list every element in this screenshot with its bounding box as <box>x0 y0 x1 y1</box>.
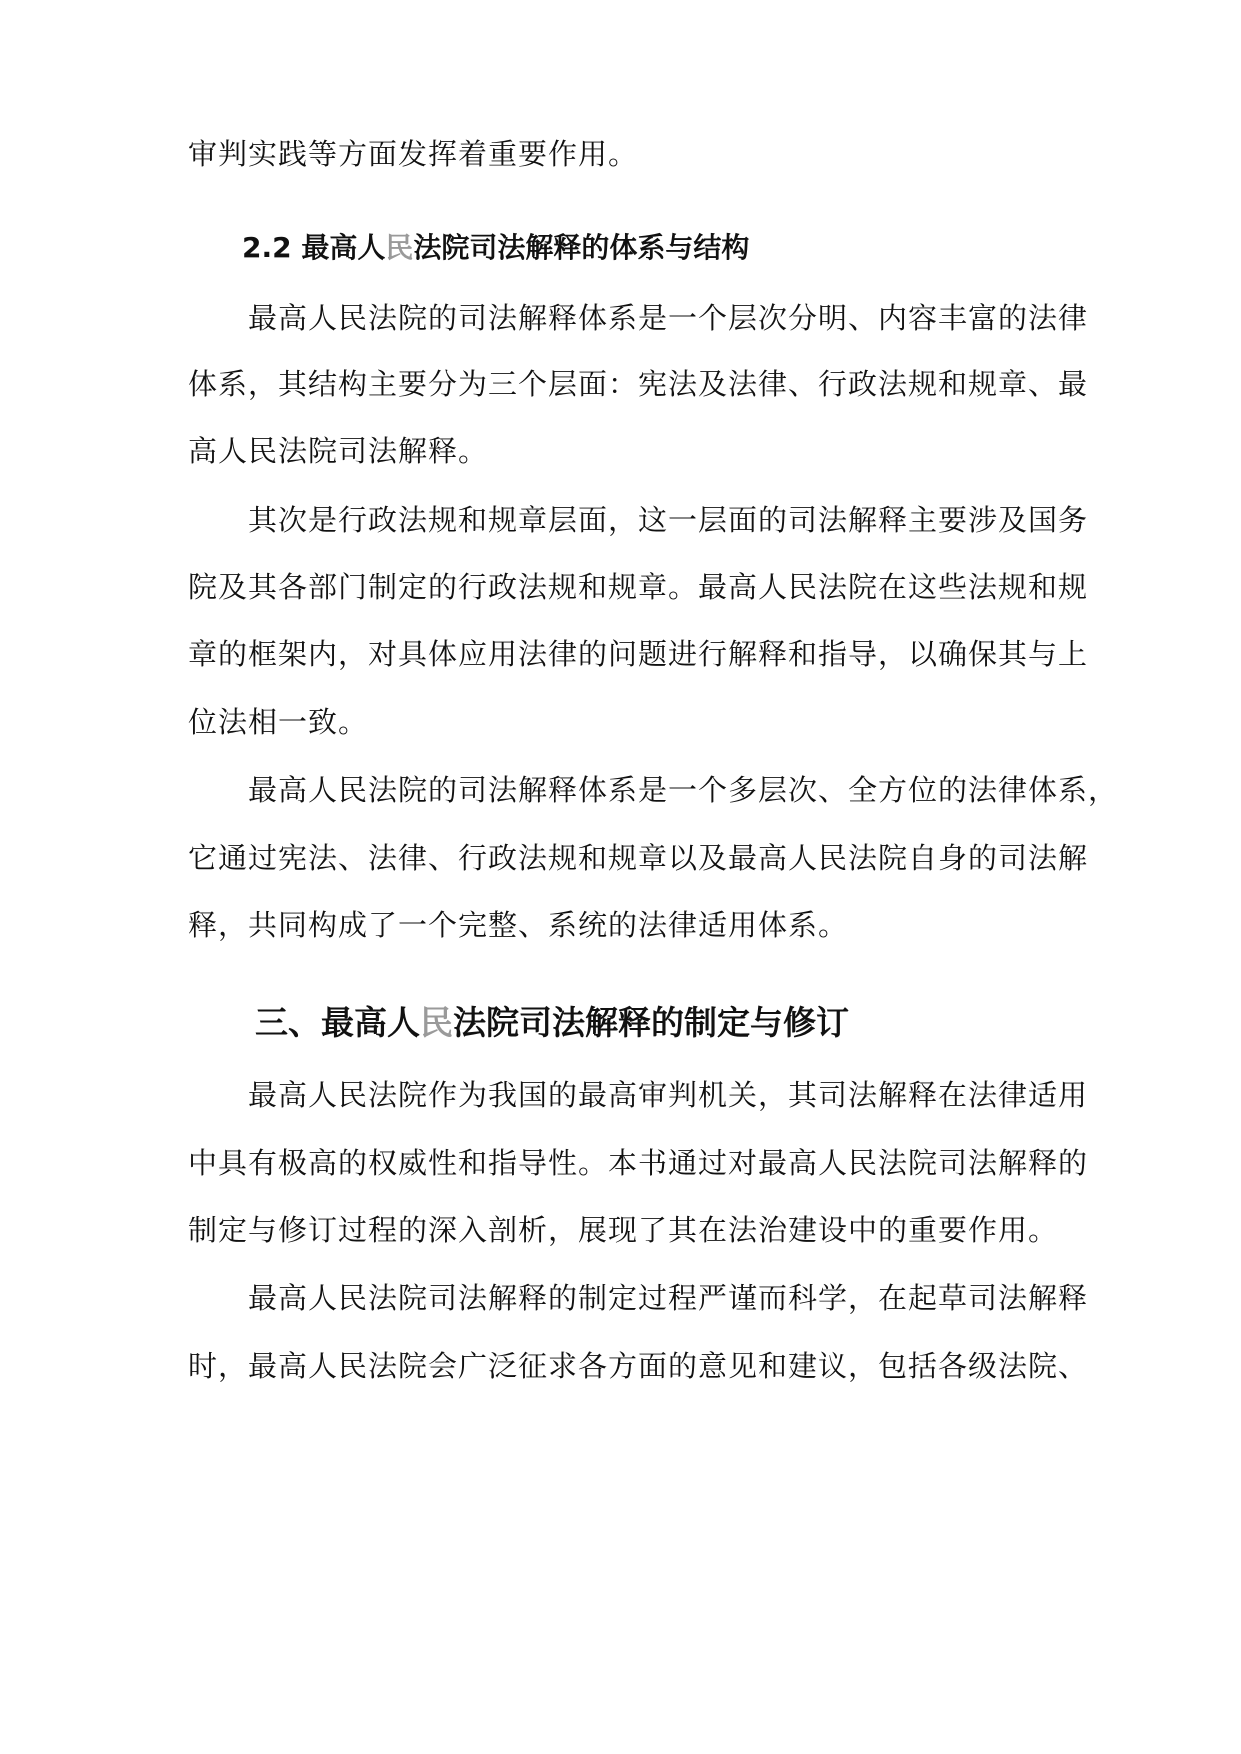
heading-text: 2.2 最高人 <box>242 231 386 264</box>
paragraph-line: 最高人民法院司法解释的制定过程严谨而科学，在起草司法解释 <box>248 1281 1089 1315</box>
paragraph-line: 释，共同构成了一个完整、系统的法律适用体系。 <box>188 908 849 942</box>
paragraph-line: 它通过宪法、法律、行政法规和规章以及最高人民法院自身的司法解 <box>188 841 1089 875</box>
paragraph-line: 其次是行政法规和规章层面，这一层面的司法解释主要涉及国务 <box>248 503 1089 537</box>
heading-text: 法院司法解释的制定与修订 <box>453 1003 849 1042</box>
paragraph-line: 时，最高人民法院会广泛征求各方面的意见和建议，包括各级法院、 <box>188 1349 1089 1383</box>
paragraph-line: 最高人民法院的司法解释体系是一个多层次、全方位的法律体系， <box>248 773 1119 807</box>
paragraph-line: 中具有极高的权威性和指导性。本书通过对最高人民法院司法解释的 <box>188 1146 1089 1180</box>
chapter-heading-3 <box>255 1000 849 1046</box>
paragraph-line: 高人民法院司法解释。 <box>188 434 489 468</box>
paragraph-line: 制定与修订过程的深入剖析，展现了其在法治建设中的重要作用。 <box>188 1213 1059 1247</box>
paragraph-line: 章的框架内，对具体应用法律的问题进行解释和指导，以确保其与上 <box>188 637 1089 671</box>
paragraph-line: 最高人民法院的司法解释体系是一个层次分明、内容丰富的法律 <box>248 301 1089 335</box>
paragraph-line: 体系，其结构主要分为三个层面：宪法及法律、行政法规和规章、最 <box>188 367 1089 401</box>
paragraph-continuation-line: 审判实践等方面发挥着重要作用。 <box>188 137 639 171</box>
heading-text: 三、最高人 <box>255 1003 420 1042</box>
paragraph-line: 最高人民法院作为我国的最高审判机关，其司法解释在法律适用 <box>248 1078 1089 1112</box>
heading-text: 法院司法解释的体系与结构 <box>413 231 750 264</box>
paragraph-line: 位法相一致。 <box>188 705 369 739</box>
heading-highlighted-char: 民 <box>420 1003 453 1042</box>
heading-highlighted-char: 民 <box>385 231 414 264</box>
paragraph-line: 院及其各部门制定的行政法规和规章。最高人民法院在这些法规和规 <box>188 570 1089 604</box>
section-heading-2-2 <box>242 228 749 268</box>
